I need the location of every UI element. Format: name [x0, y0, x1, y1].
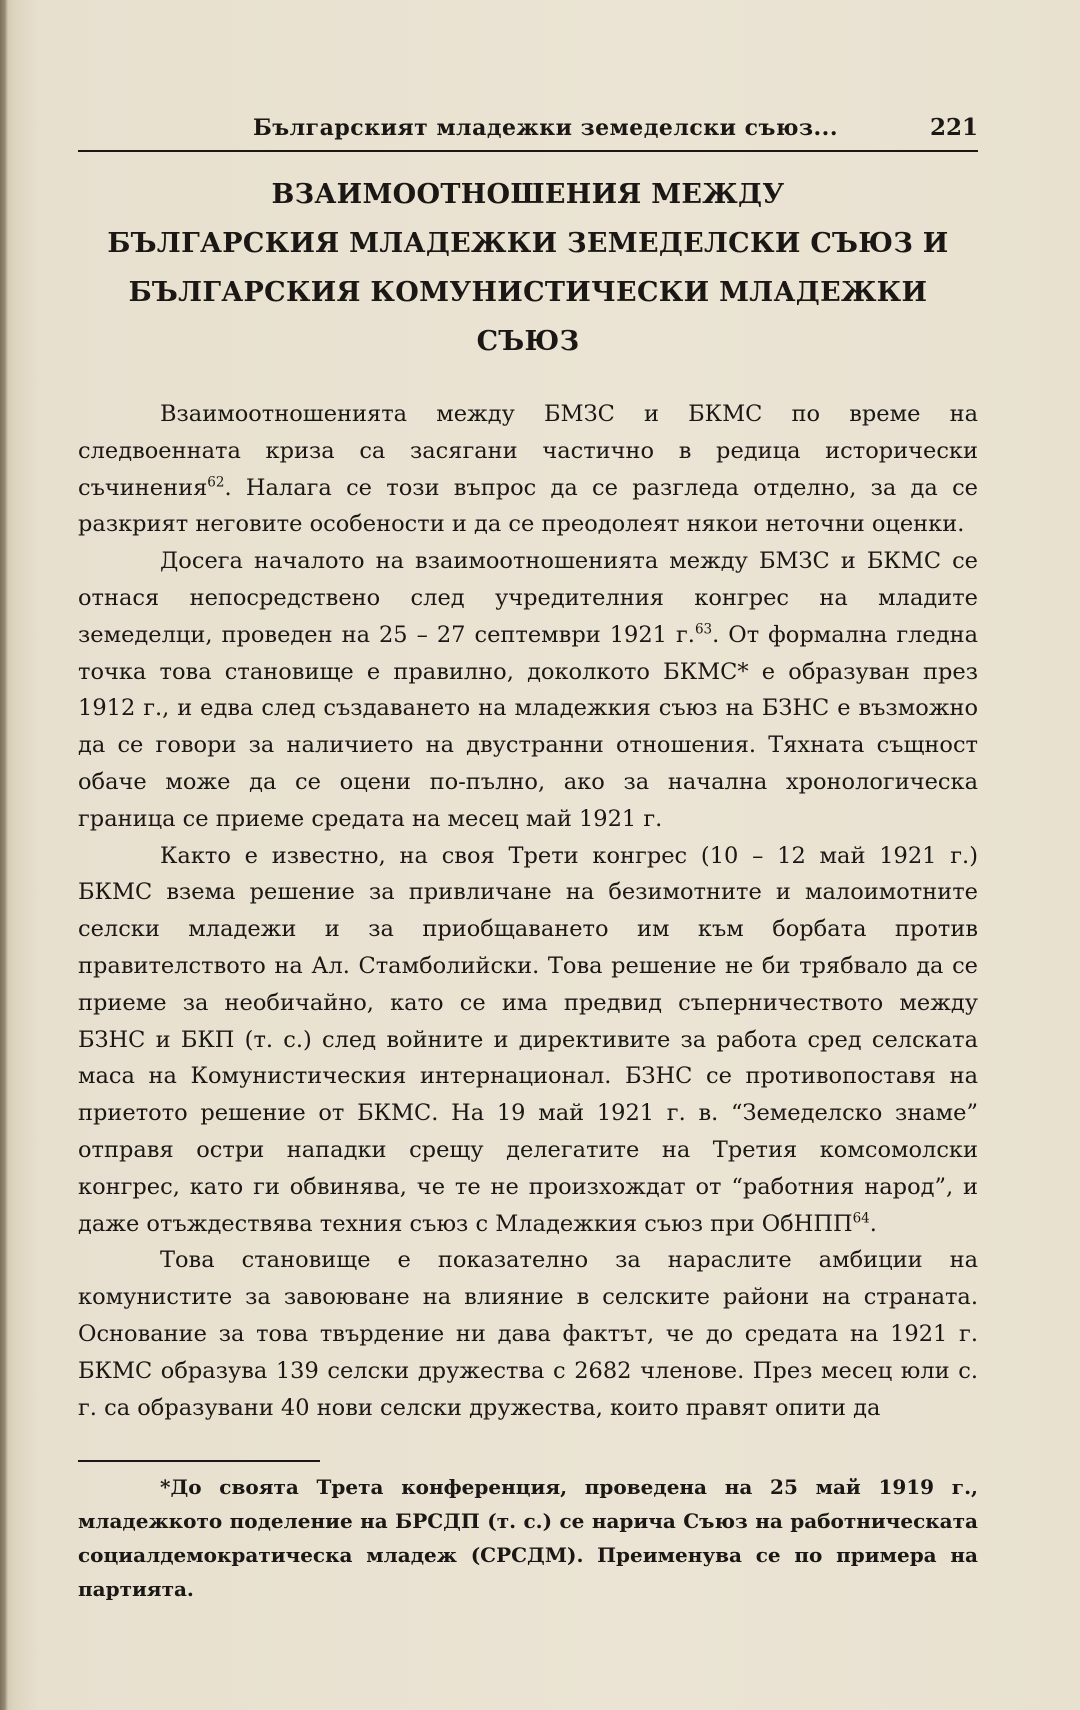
paragraph-1-text-a: Взаимоотношенията между БМЗС и БКМС по време на следвоенната криза са засягани частично в редица исторически съчинения	[78, 401, 978, 501]
chapter-title-line-2: БЪЛГАРСКИЯ МЛАДЕЖКИ ЗЕМЕДЕЛСКИ СЪЮЗ И	[107, 228, 949, 259]
paragraph-2-text-b: . От формална гледна точка това становище е правилно, доколкото БКМС* е образуван през 1912 г., и едва след създаването на младежкия съюз на БЗНС е възможно да се говори за наличието на двустранни отношения. Тяхната същност обаче може да се оцени по-пълно, ако за начална хронологическа граница се приеме средата на месец май 1921 г.	[78, 621, 979, 832]
paragraph-2-text-a: Досега началото на взаимоотношенията между БМЗС и БКМС се отнася непосредствено след учредителния конгрес на младите земеделци, проведен на 25 – 27 септември 1921 г.	[78, 548, 978, 648]
footnote-divider	[78, 1460, 320, 1462]
footnote-ref-62: 62	[207, 474, 225, 491]
body-text	[78, 396, 978, 1426]
paragraph-3-text-b: .	[869, 1210, 877, 1237]
paragraph-3-text-a: Както е известно, на своя Трети конгрес (10 – 12 май 1921 г.) БКМС взема решение за привличане на безимотните и малоимотните селски младежи и за приобщаването им към борбата против правителството на Ал. Стамболийски. Това решение не би трябвало да се приеме за необичайно, като се има предвид съперничеството между БЗНС и БКП (т. с.) след войните и директивите за работа сред селската маса на Комунистическия интернационал. БЗНС се противопоставя на приетото решение от БКМС. На 19 май 1921 г. в. “Земеделско знаме” отправя остри нападки срещу делегатите на Третия комсомолски конгрес, като ги обвинява, че те не произхождат от “работния народ”, и даже отъждествява техния съюз с Младежкия съюз при ОбНПП	[78, 842, 978, 1237]
paragraph-2	[78, 543, 978, 837]
chapter-title-line-3: БЪЛГАРСКИЯ КОМУНИСТИЧЕСКИ МЛАДЕЖКИ СЪЮЗ	[128, 277, 928, 357]
footnote: *До своята Трета конференция, проведена на 25 май 1919 г., младежкото поделение на БРСДП (т. с.) се нарича Съюз на работническата социалдемократическа младеж (СРСДМ). Преименува се по примера на партията.	[78, 1475, 978, 1602]
paragraph-1	[78, 396, 978, 543]
paragraph-1-text-b: . Налага се този въпрос да се разгледа отделно, за да се разкрият неговите особености и да се преодолеят някои неточни оценки.	[78, 474, 978, 538]
footnote-ref-63: 63	[694, 621, 713, 638]
footnote-ref-64: 64	[852, 1210, 870, 1227]
chapter-title-line-1: ВЗАИМООТНОШЕНИЯ МЕЖДУ	[271, 179, 785, 210]
page-content	[78, 110, 978, 1626]
paragraph-3	[78, 838, 978, 1243]
book-binding-edge	[0, 0, 8, 1710]
running-header	[78, 110, 978, 152]
running-title: Българският младежки земеделски съюз...	[253, 115, 838, 141]
page-number: 221	[929, 114, 978, 141]
paragraph-4: Това становище е показателно за нараслите амбиции на комунистите за завоюване на влияние в селските райони на страната. Основание за това твърдение ни дава фактът, че до средата на 1921 г. БКМС образува 139 селски дружества с 2682 членове. През месец юли с. г. са образувани 40 нови селски дружества, които правят опити да	[78, 1247, 978, 1421]
chapter-title	[78, 170, 978, 366]
